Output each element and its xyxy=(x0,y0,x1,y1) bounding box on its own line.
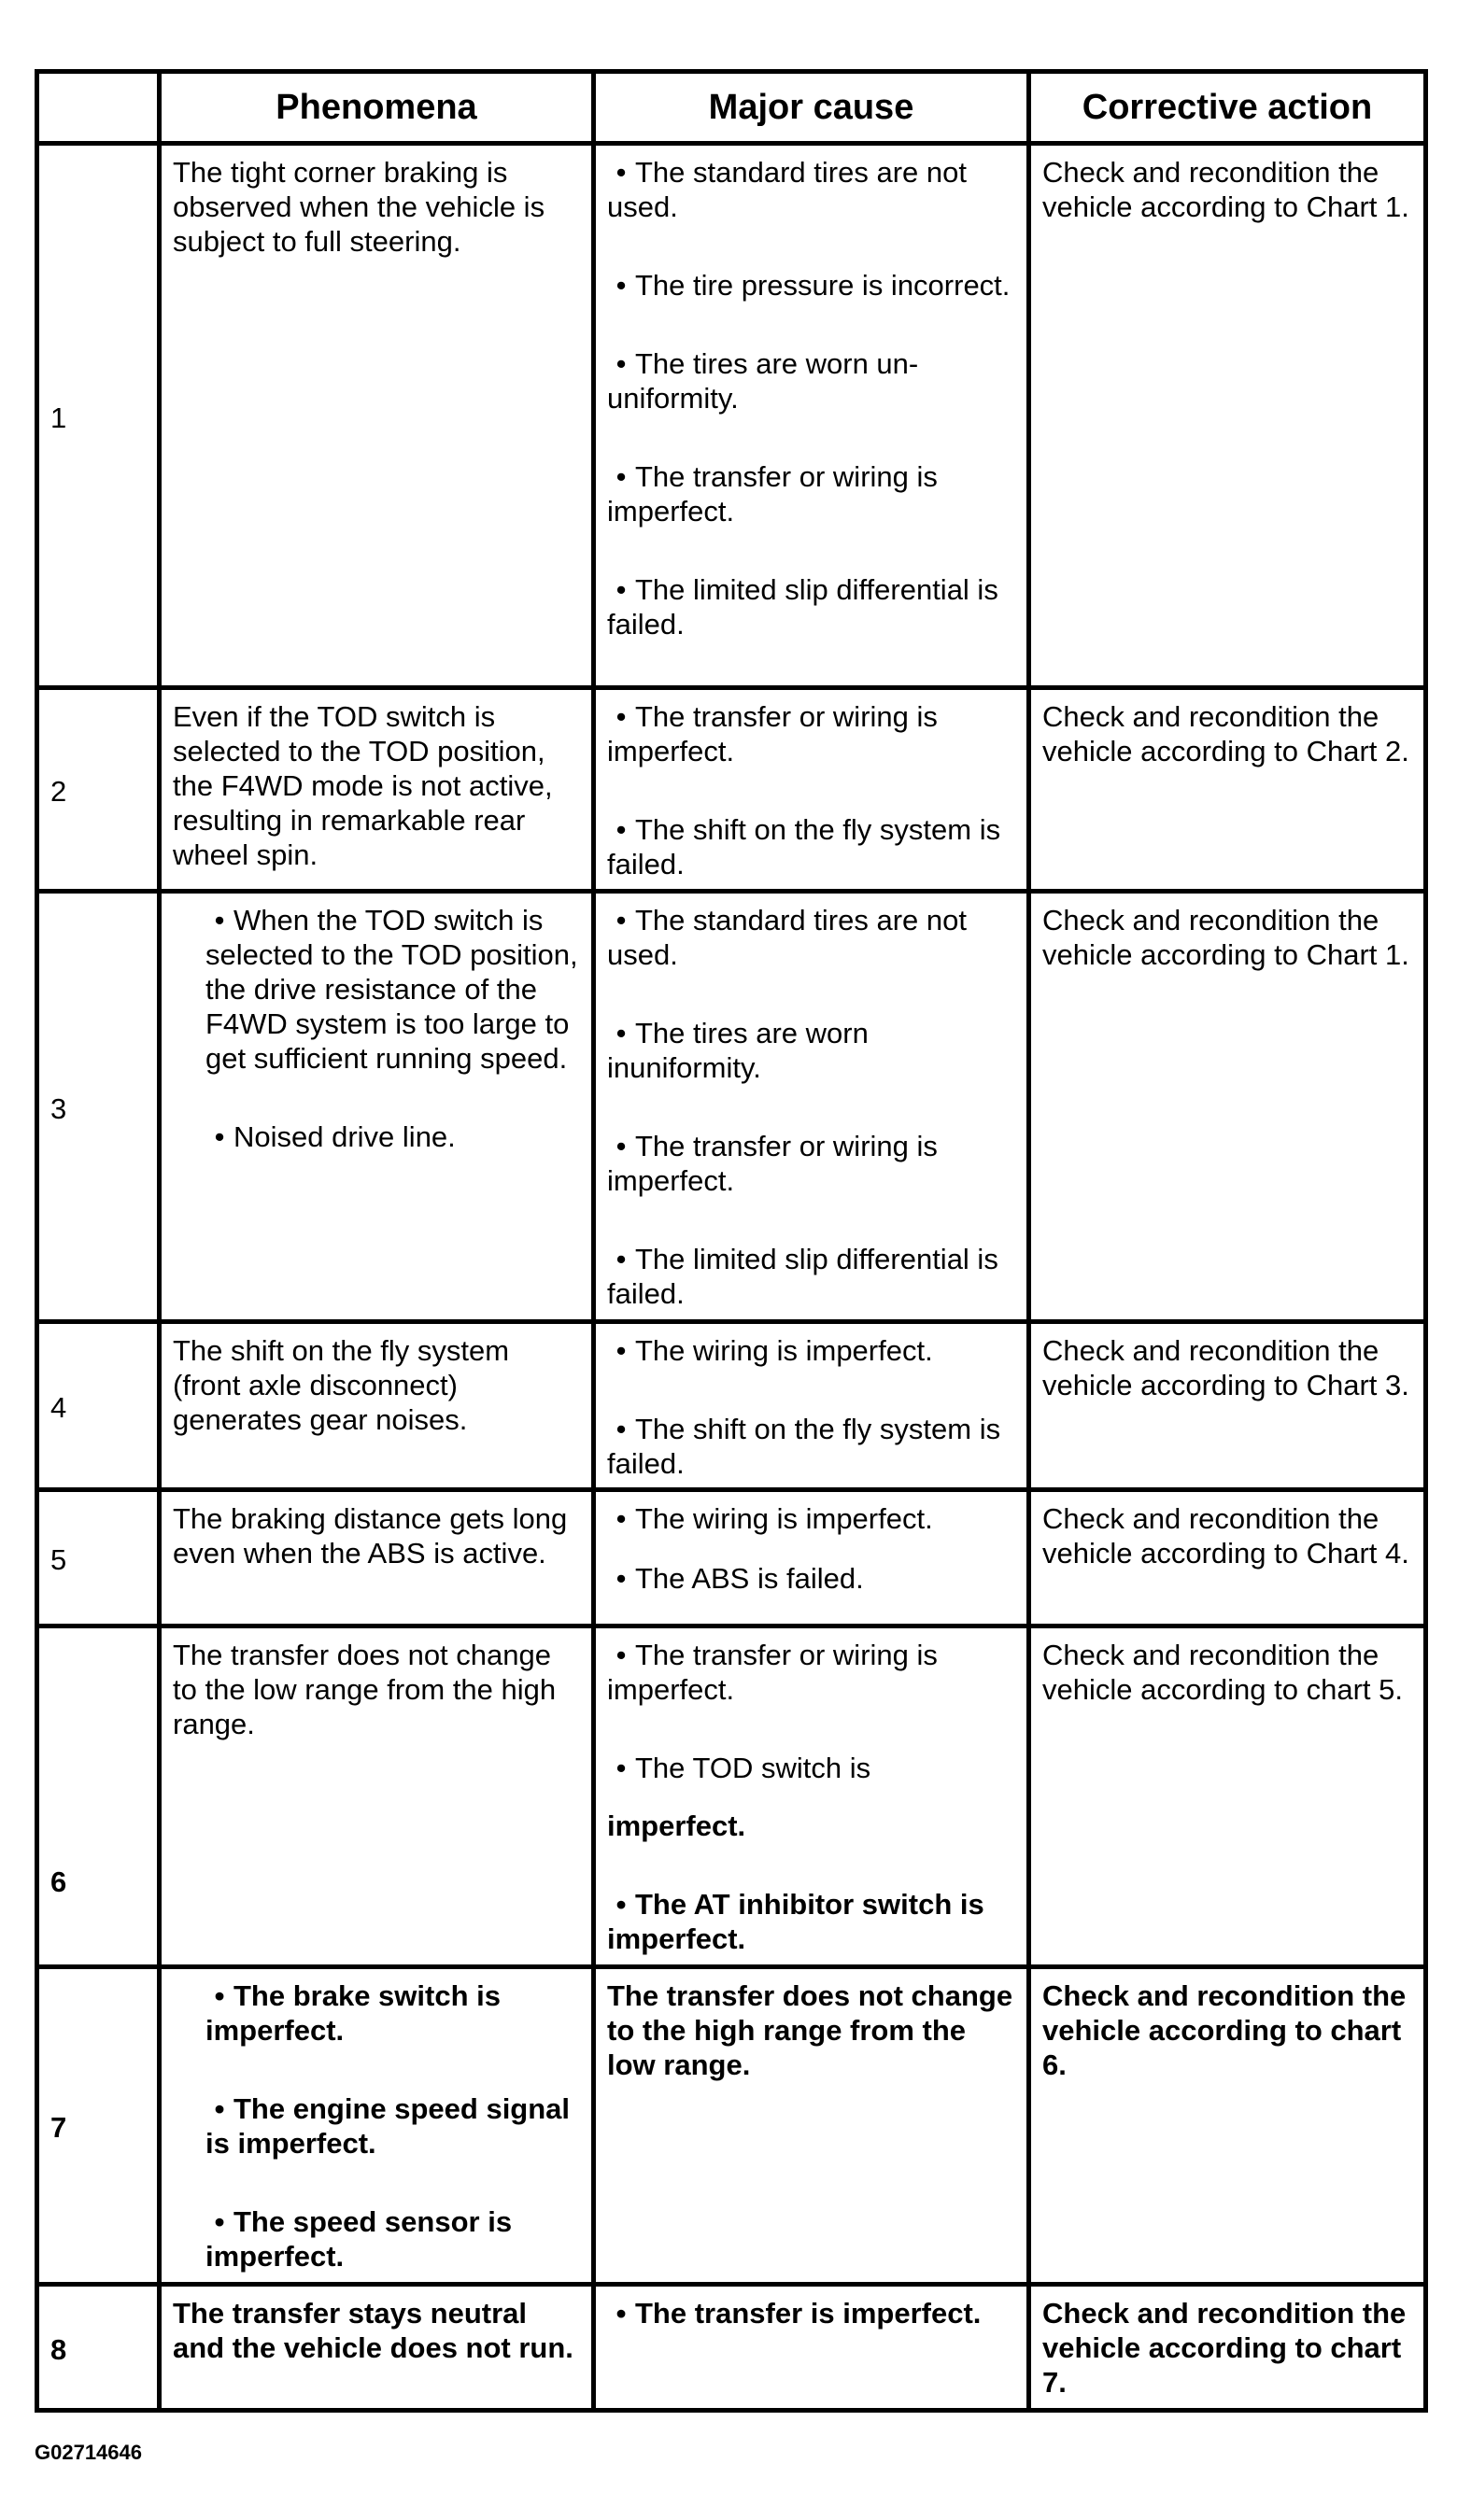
phenomena-text: The transfer stays neutral and the vehicle does not run. xyxy=(173,2297,573,2364)
phenomena-item: • The brake switch is imperfect. xyxy=(205,1979,501,2047)
phenomena-cell xyxy=(160,144,594,688)
table-row xyxy=(37,1490,1426,1626)
bullet: • xyxy=(615,700,627,733)
action-cell: Check and recondition the vehicle according to Chart 2. xyxy=(1029,688,1426,892)
action-cell: Check and recondition the vehicle according to chart 7. xyxy=(1029,2285,1426,2411)
bullet: • xyxy=(214,1979,225,2012)
cause-cell xyxy=(594,1626,1029,1967)
bullet: • xyxy=(615,1752,627,1784)
action-cell: Check and recondition the vehicle according to chart 6. xyxy=(1029,1967,1426,2285)
header-major-cause: Major cause xyxy=(594,72,1029,144)
header-number xyxy=(37,72,160,144)
bullet: • xyxy=(615,1562,627,1595)
table-row xyxy=(37,1322,1426,1490)
row-number: 3 xyxy=(37,892,160,1322)
cause-cell xyxy=(594,892,1029,1322)
bullet: • xyxy=(615,904,627,936)
cause-item: • The TOD switch is xyxy=(607,1751,1015,1785)
cause-item: • The standard tires are not used. xyxy=(607,904,967,971)
phenomena-text: The braking distance gets long even when the ABS is active. xyxy=(173,1502,568,1570)
phenomena-cell xyxy=(160,2285,594,2411)
bullet: • xyxy=(615,1888,627,1921)
header-corrective-action: Corrective action xyxy=(1029,72,1426,144)
cause-item: • The limited slip differential is failed. xyxy=(607,1243,998,1310)
cause-cell xyxy=(594,1490,1029,1626)
cause-item: • The tires are worn inuniformity. xyxy=(607,1017,869,1084)
bullet: • xyxy=(615,573,627,606)
table-row xyxy=(37,2285,1426,2411)
table-row xyxy=(37,1626,1426,1967)
phenomena-text: The shift on the fly system (front axle disconnect) generates gear noises. xyxy=(173,1334,510,1436)
cause-item: • The AT inhibitor switch is imperfect. xyxy=(607,1888,984,1955)
row-number: 7 xyxy=(37,1967,160,2285)
bullet: • xyxy=(214,1120,225,1153)
action-cell: Check and recondition the vehicle according to Chart 4. xyxy=(1029,1490,1426,1626)
bullet: • xyxy=(615,1334,627,1367)
bullet: • xyxy=(615,269,627,302)
cause-continuation: imperfect. xyxy=(607,1809,746,1842)
diagnosis-table xyxy=(35,69,1428,2413)
phenomena-cell xyxy=(160,892,594,1322)
cause-text: The transfer does not change to the high range from the low range. xyxy=(607,1979,1013,2081)
action-cell: Check and recondition the vehicle according to Chart 3. xyxy=(1029,1322,1426,1490)
table-row xyxy=(37,1967,1426,2285)
bullet: • xyxy=(615,1413,627,1445)
phenomena-cell xyxy=(160,1967,594,2285)
cause-item: • The transfer or wiring is imperfect. xyxy=(607,1130,938,1197)
row-number: 2 xyxy=(37,688,160,892)
row-number: 8 xyxy=(37,2285,160,2411)
phenomena-item: • Noised drive line. xyxy=(173,1119,580,1154)
bullet: • xyxy=(615,2297,627,2330)
table-row xyxy=(37,688,1426,892)
phenomena-item: • The speed sensor is imperfect. xyxy=(205,2205,513,2273)
action-cell: Check and recondition the vehicle according to Chart 1. xyxy=(1029,892,1426,1322)
phenomena-cell xyxy=(160,1626,594,1967)
cause-item: • The transfer or wiring is imperfect. xyxy=(607,460,938,528)
bullet: • xyxy=(615,813,627,846)
cause-item: • The wiring is imperfect. xyxy=(607,1501,1015,1536)
bullet: • xyxy=(615,1243,627,1275)
header-phenomena: Phenomena xyxy=(160,72,594,144)
row-number: 6 xyxy=(37,1626,160,1967)
bullet: • xyxy=(615,1502,627,1535)
phenomena-cell xyxy=(160,1322,594,1490)
cause-item: • The shift on the fly system is failed. xyxy=(607,1413,1001,1480)
action-cell: Check and recondition the vehicle according to Chart 1. xyxy=(1029,144,1426,688)
cause-item: • The transfer is imperfect. xyxy=(607,2296,1015,2330)
cause-item: • The wiring is imperfect. xyxy=(607,1333,1015,1368)
header-row xyxy=(37,72,1426,144)
figure-code: G02714646 xyxy=(35,2441,142,2464)
cause-cell xyxy=(594,1967,1029,2285)
row-number: 4 xyxy=(37,1322,160,1490)
table-row xyxy=(37,144,1426,688)
cause-item: • The transfer or wiring is imperfect. xyxy=(607,1639,938,1706)
cause-item: • The standard tires are not used. xyxy=(607,156,967,223)
phenomena-item: • When the TOD switch is selected to the TOD position, the drive resistance of the F4WD system is too large to get sufficient running speed. xyxy=(205,904,578,1075)
cause-item: • The tires are worn un-uniformity. xyxy=(607,347,919,415)
phenomena-item: • The engine speed signal is imperfect. xyxy=(205,2092,571,2160)
cause-cell xyxy=(594,688,1029,892)
bullet: • xyxy=(615,1639,627,1671)
table-row xyxy=(37,892,1426,1322)
phenomena-cell xyxy=(160,1490,594,1626)
bullet: • xyxy=(615,460,627,493)
bullet: • xyxy=(615,156,627,189)
cause-item: • The transfer or wiring is imperfect. xyxy=(607,700,938,767)
cause-cell xyxy=(594,1322,1029,1490)
phenomena-text: The transfer does not change to the low range from the high range. xyxy=(173,1639,557,1740)
cause-item: • The tire pressure is incorrect. xyxy=(607,268,1015,303)
cause-item: • The shift on the fly system is failed. xyxy=(607,813,1001,880)
phenomena-text: The tight corner braking is observed when the vehicle is subject to full steering. xyxy=(173,156,545,258)
cause-item: • The ABS is failed. xyxy=(607,1561,1015,1596)
phenomena-text: Even if the TOD switch is selected to the TOD position, the F4WD mode is not active, resulting in remarkable rear wheel spin. xyxy=(173,700,553,871)
bullet: • xyxy=(214,2092,225,2125)
cause-cell xyxy=(594,144,1029,688)
row-number: 1 xyxy=(37,144,160,688)
bullet: • xyxy=(615,1130,627,1162)
cause-cell xyxy=(594,2285,1029,2411)
bullet: • xyxy=(214,904,225,936)
phenomena-cell xyxy=(160,688,594,892)
bullet: • xyxy=(615,1017,627,1049)
cause-item: • The limited slip differential is failed. xyxy=(607,573,998,641)
row-number: 5 xyxy=(37,1490,160,1626)
bullet: • xyxy=(615,347,627,380)
bullet: • xyxy=(214,2205,225,2238)
action-cell: Check and recondition the vehicle according to chart 5. xyxy=(1029,1626,1426,1967)
